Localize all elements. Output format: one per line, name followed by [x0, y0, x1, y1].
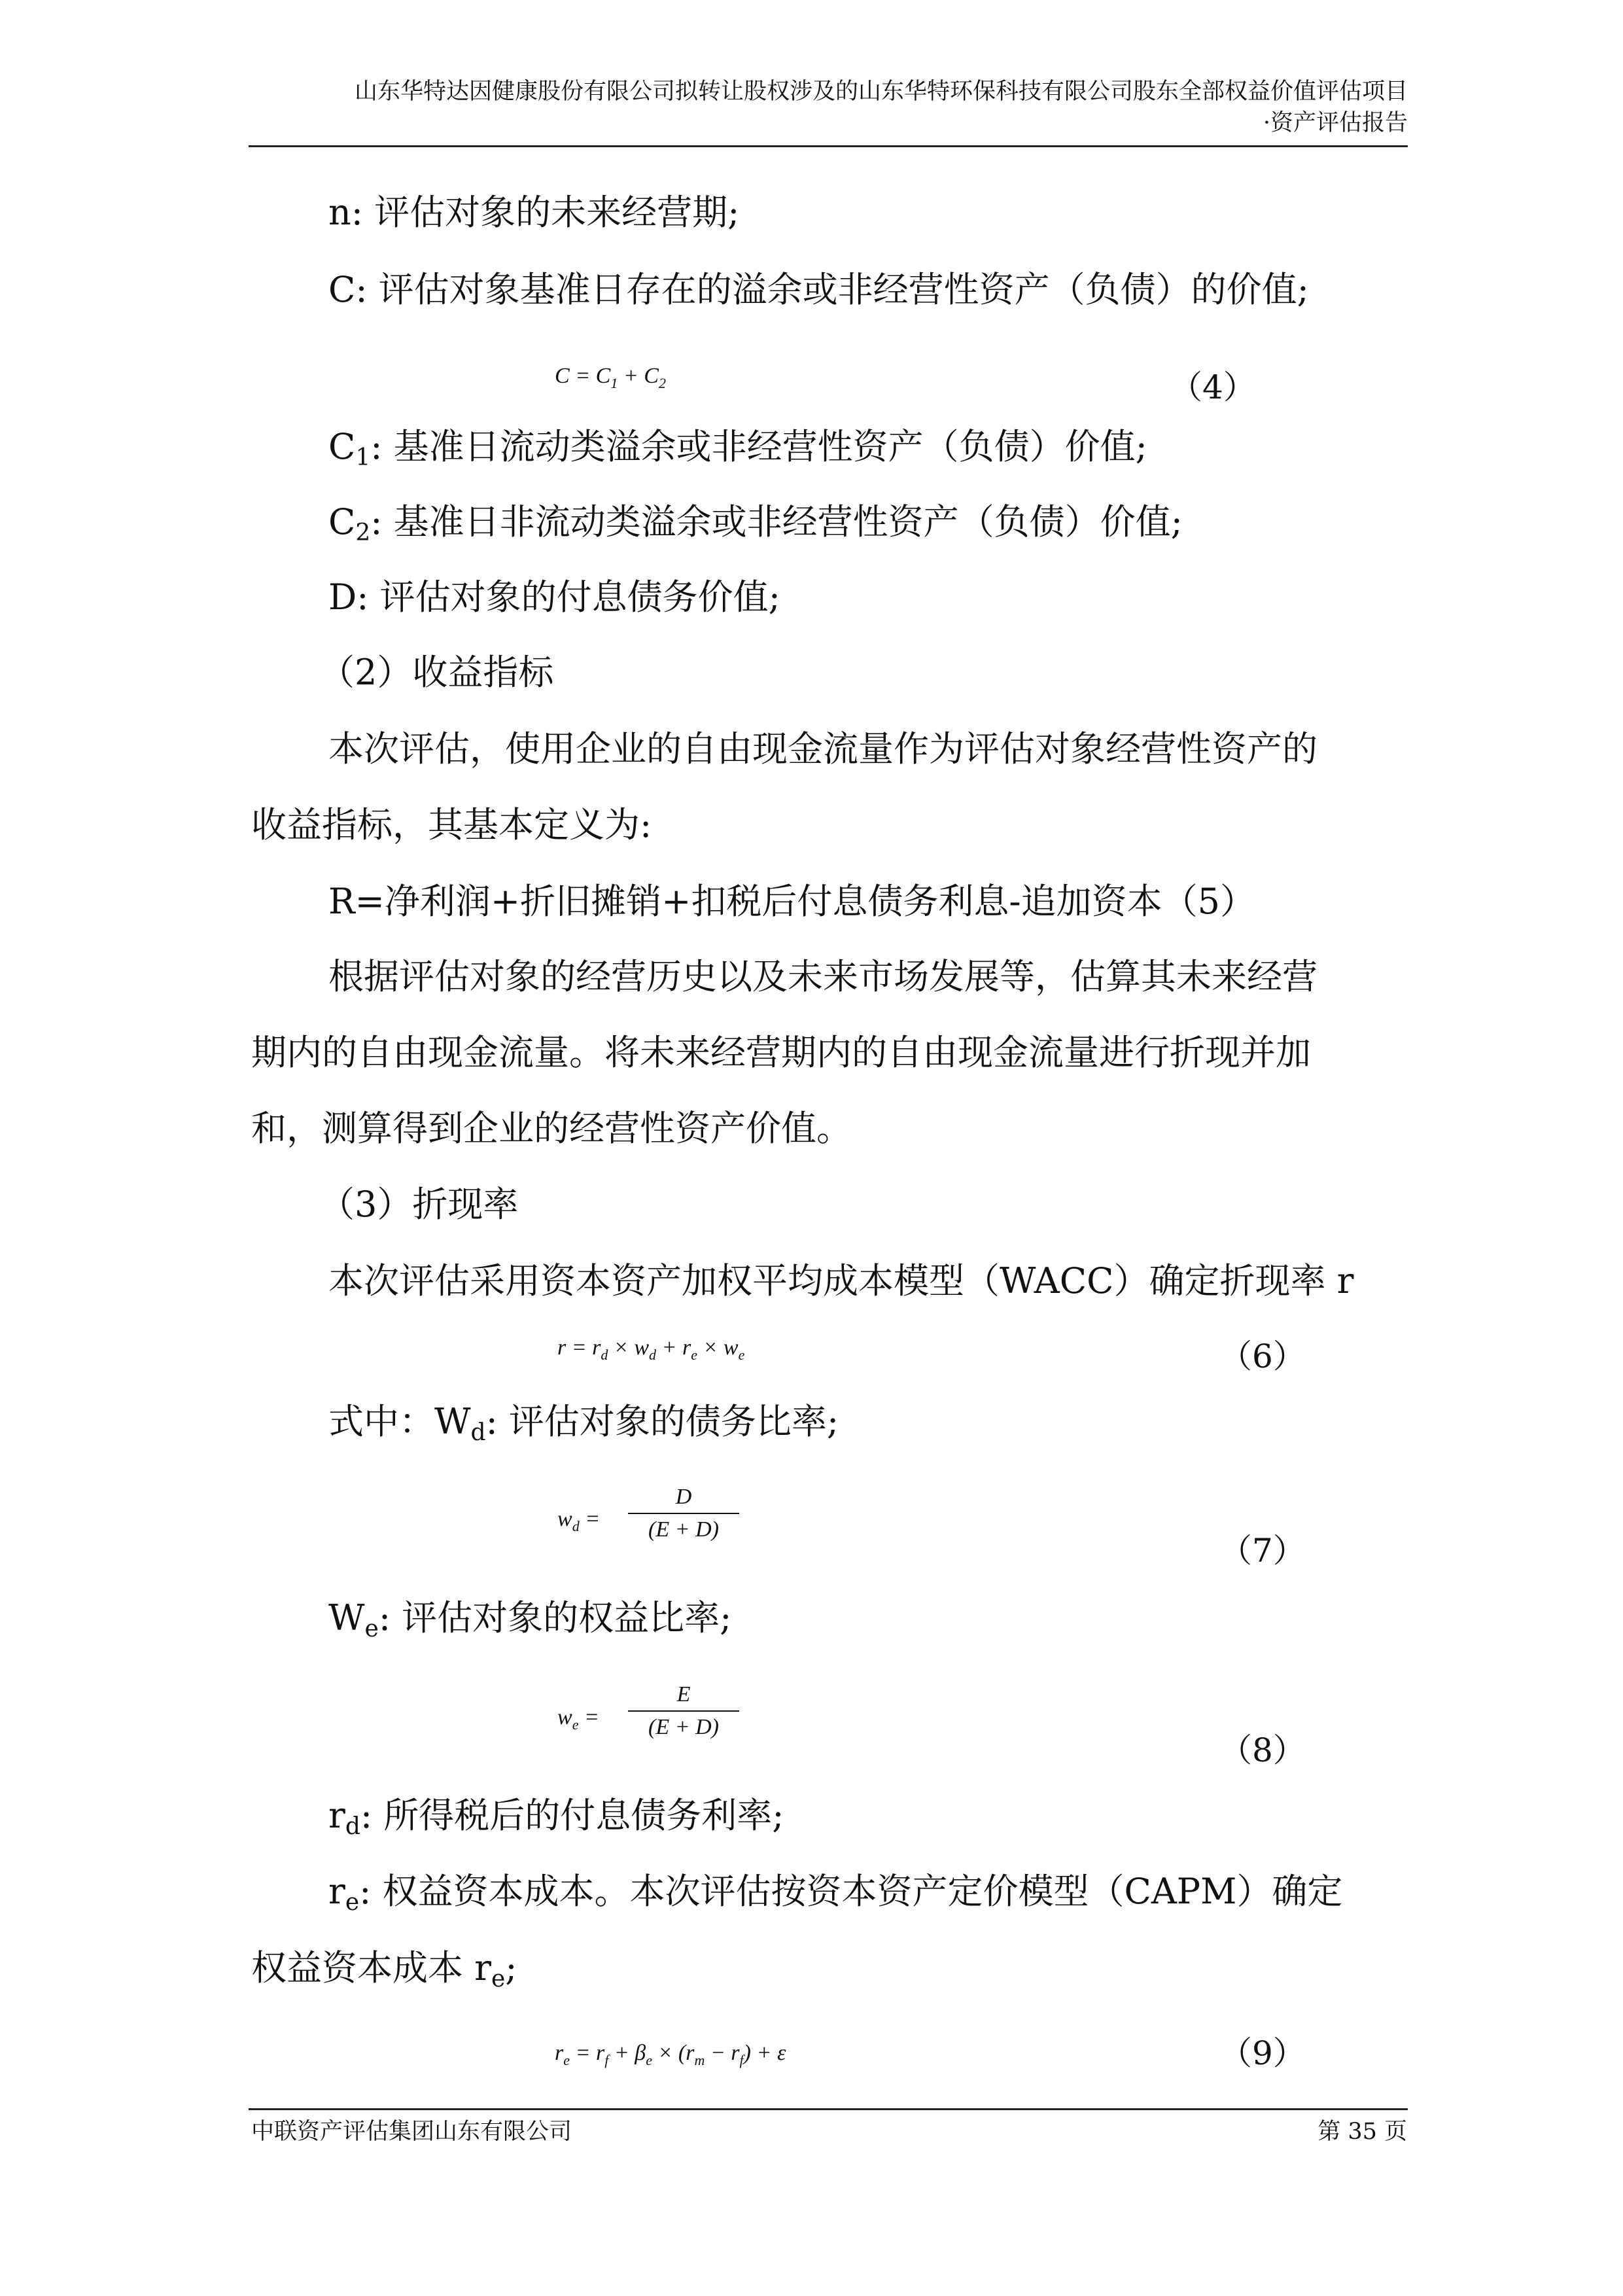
formula-9-rf: = r [570, 2041, 605, 2065]
formula-7-numerator: D [675, 1485, 692, 1509]
formula-8-denominator: (E + D) [648, 1715, 719, 1739]
paragraph-3: 本次评估采用资本资产加权平均成本模型（WACC）确定折现率 r [328, 1260, 1354, 1301]
definition-c-text: : 评估对象基准日存在的溢余或非经营性资产（负债）的价值; [355, 269, 1309, 310]
symbol-c2: C [328, 501, 356, 542]
definition-re-line-2-end: ; [505, 1947, 517, 1988]
formula-9-beta-sub: e [646, 2052, 652, 2068]
formula-9-rm-sub: m [694, 2052, 705, 2068]
equation-number-7: （7） [1219, 1532, 1306, 1570]
formula-4-equals: = [575, 364, 591, 388]
formula-9-rf2: − r [705, 2041, 740, 2065]
symbol-c2-sub: 2 [355, 520, 371, 546]
definition-n [328, 191, 739, 234]
definition-we-text: : 评估对象的权益比率; [378, 1597, 732, 1638]
formula-4-c2-sub: 2 [658, 375, 666, 391]
equation-number-6: （6） [1219, 1337, 1306, 1375]
footer-company: 中联资产评估集团山东有限公司 [251, 2119, 572, 2145]
formula-6-plus-re: + r [656, 1335, 691, 1360]
formula-4-c: C [555, 364, 570, 388]
symbol-rd-sub: d [345, 1813, 360, 1840]
symbol-re-sub: e [345, 1889, 360, 1916]
formula-9-re-sub: e [563, 2052, 570, 2068]
formula-8-equals: = [584, 1705, 599, 1729]
formula-7-w: w [557, 1507, 572, 1531]
symbol-d: D [328, 576, 357, 618]
paragraph-2-line-3: 和，测算得到企业的经营性资产价值。 [251, 1108, 852, 1149]
symbol-re: r [328, 1871, 345, 1912]
definition-d-text: : 评估对象的付息债务价值; [357, 576, 780, 618]
definition-re [328, 1870, 1343, 1916]
symbol-c1: C [328, 426, 356, 467]
formula-9-rf-sub: f [604, 2052, 609, 2068]
definition-re-text: : 权益资本成本。本次评估按资本资产定价模型（CAPM）确定 [359, 1871, 1343, 1912]
definition-wd [328, 1400, 839, 1446]
formula-4-c1: C [595, 364, 611, 388]
formula-7-w-sub: d [572, 1518, 580, 1534]
formula-6-r-rd: r = r [557, 1335, 601, 1360]
formula-8-fraction-bar [628, 1710, 739, 1712]
formula-6-sub-d: d [601, 1347, 608, 1363]
formula-9-rm: × (r [652, 2041, 695, 2065]
running-header-subtitle: ·资产评估报告 [1263, 110, 1408, 136]
definition-we [328, 1597, 731, 1640]
formula-9-beta: + β [608, 2041, 646, 2065]
formula-4 [555, 363, 666, 389]
formula-6-times-we: × w [697, 1335, 739, 1360]
definition-rd-text: : 所得税后的付息债务利率; [360, 1795, 784, 1836]
formula-4-c2: C [644, 364, 659, 388]
footer-rule [249, 2108, 1408, 2110]
symbol-n: n [328, 192, 351, 233]
formula-7-lhs [557, 1506, 600, 1532]
formula-6-sub-e2: e [738, 1347, 745, 1363]
definition-wd-text: : 评估对象的债务比率; [485, 1401, 839, 1442]
definition-n-text: : 评估对象的未来经营期; [351, 192, 740, 233]
footer-page-number: 第 35 页 [1318, 2119, 1407, 2145]
section-heading-2: （2）收益指标 [319, 652, 554, 693]
definition-c2-text: : 基准日非流动类溢余或非经营性资产（负债）价值; [370, 501, 1183, 542]
formula-7-denominator: (E + D) [648, 1517, 719, 1542]
paragraph-1-line-2: 收益指标，其基本定义为: [251, 804, 652, 845]
formula-4-c1-sub: 1 [610, 375, 618, 391]
paragraph-1-line-1: 本次评估，使用企业的自由现金流量作为评估对象经营性资产的 [328, 728, 1318, 769]
formula-9-epsilon: ) + ε [743, 2041, 786, 2065]
header-rule [249, 145, 1408, 147]
equation-number-8: （8） [1219, 1731, 1306, 1769]
formula-7-fraction-bar [628, 1513, 739, 1514]
formula-9 [555, 2040, 786, 2066]
equation-number-9: （9） [1219, 2034, 1306, 2072]
definition-re-line-2-text: 权益资本成本 r [251, 1947, 491, 1988]
formula-8-w: w [557, 1705, 572, 1729]
definition-d [328, 576, 780, 619]
formula-9-rf2-sub: f [739, 2052, 744, 2068]
formula-6 [557, 1335, 744, 1361]
definition-c1-text: : 基准日流动类溢余或非经营性资产（负债）价值; [370, 426, 1147, 467]
definition-c2 [328, 501, 1183, 544]
formula-5: R=净利润+折旧摊销+扣税后付息债务利息-追加资本（5） [328, 881, 1255, 922]
formula-7-equals: = [585, 1507, 601, 1531]
formula-4-plus: + [623, 364, 638, 388]
formula-8-numerator: E [676, 1682, 691, 1706]
formula-8-fraction [628, 1682, 739, 1740]
definition-c [328, 268, 1309, 311]
formula-8-w-sub: e [572, 1716, 579, 1733]
definition-re-line-2 [251, 1947, 517, 1990]
definition-c1 [328, 425, 1147, 471]
symbol-c1-sub: 1 [355, 444, 371, 471]
formula-6-sub-e: e [691, 1347, 697, 1363]
formula-6-sub-d2: d [649, 1347, 657, 1363]
section-heading-3: （3）折现率 [319, 1184, 519, 1225]
formula-7-fraction [628, 1484, 739, 1543]
symbol-we-sub: e [364, 1616, 379, 1642]
symbol-wd-sub: d [470, 1419, 486, 1446]
equation-number-4: （4） [1170, 368, 1256, 406]
definition-rd [328, 1794, 784, 1840]
symbol-c: C [328, 269, 356, 310]
paragraph-2-line-2: 期内的自由现金流量。将未来经营期内的自由现金流量进行折现并加 [251, 1032, 1311, 1073]
running-header-title: 山东华特达因健康股份有限公司拟转让股权涉及的山东华特环保科技有限公司股东全部权益价值评估项目 [354, 79, 1408, 105]
symbol-rd: r [328, 1795, 345, 1836]
symbol-we: W [328, 1597, 365, 1638]
paragraph-2-line-1: 根据评估对象的经营历史以及未来市场发展等，估算其未来经营 [328, 956, 1318, 997]
definition-wd-prefix: 式中：W [328, 1401, 471, 1442]
definition-re-line-2-sub: e [491, 1966, 506, 1992]
formula-6-times-wd: × w [608, 1335, 650, 1360]
formula-8-lhs [557, 1704, 599, 1731]
formula-9-re: r [555, 2041, 564, 2065]
